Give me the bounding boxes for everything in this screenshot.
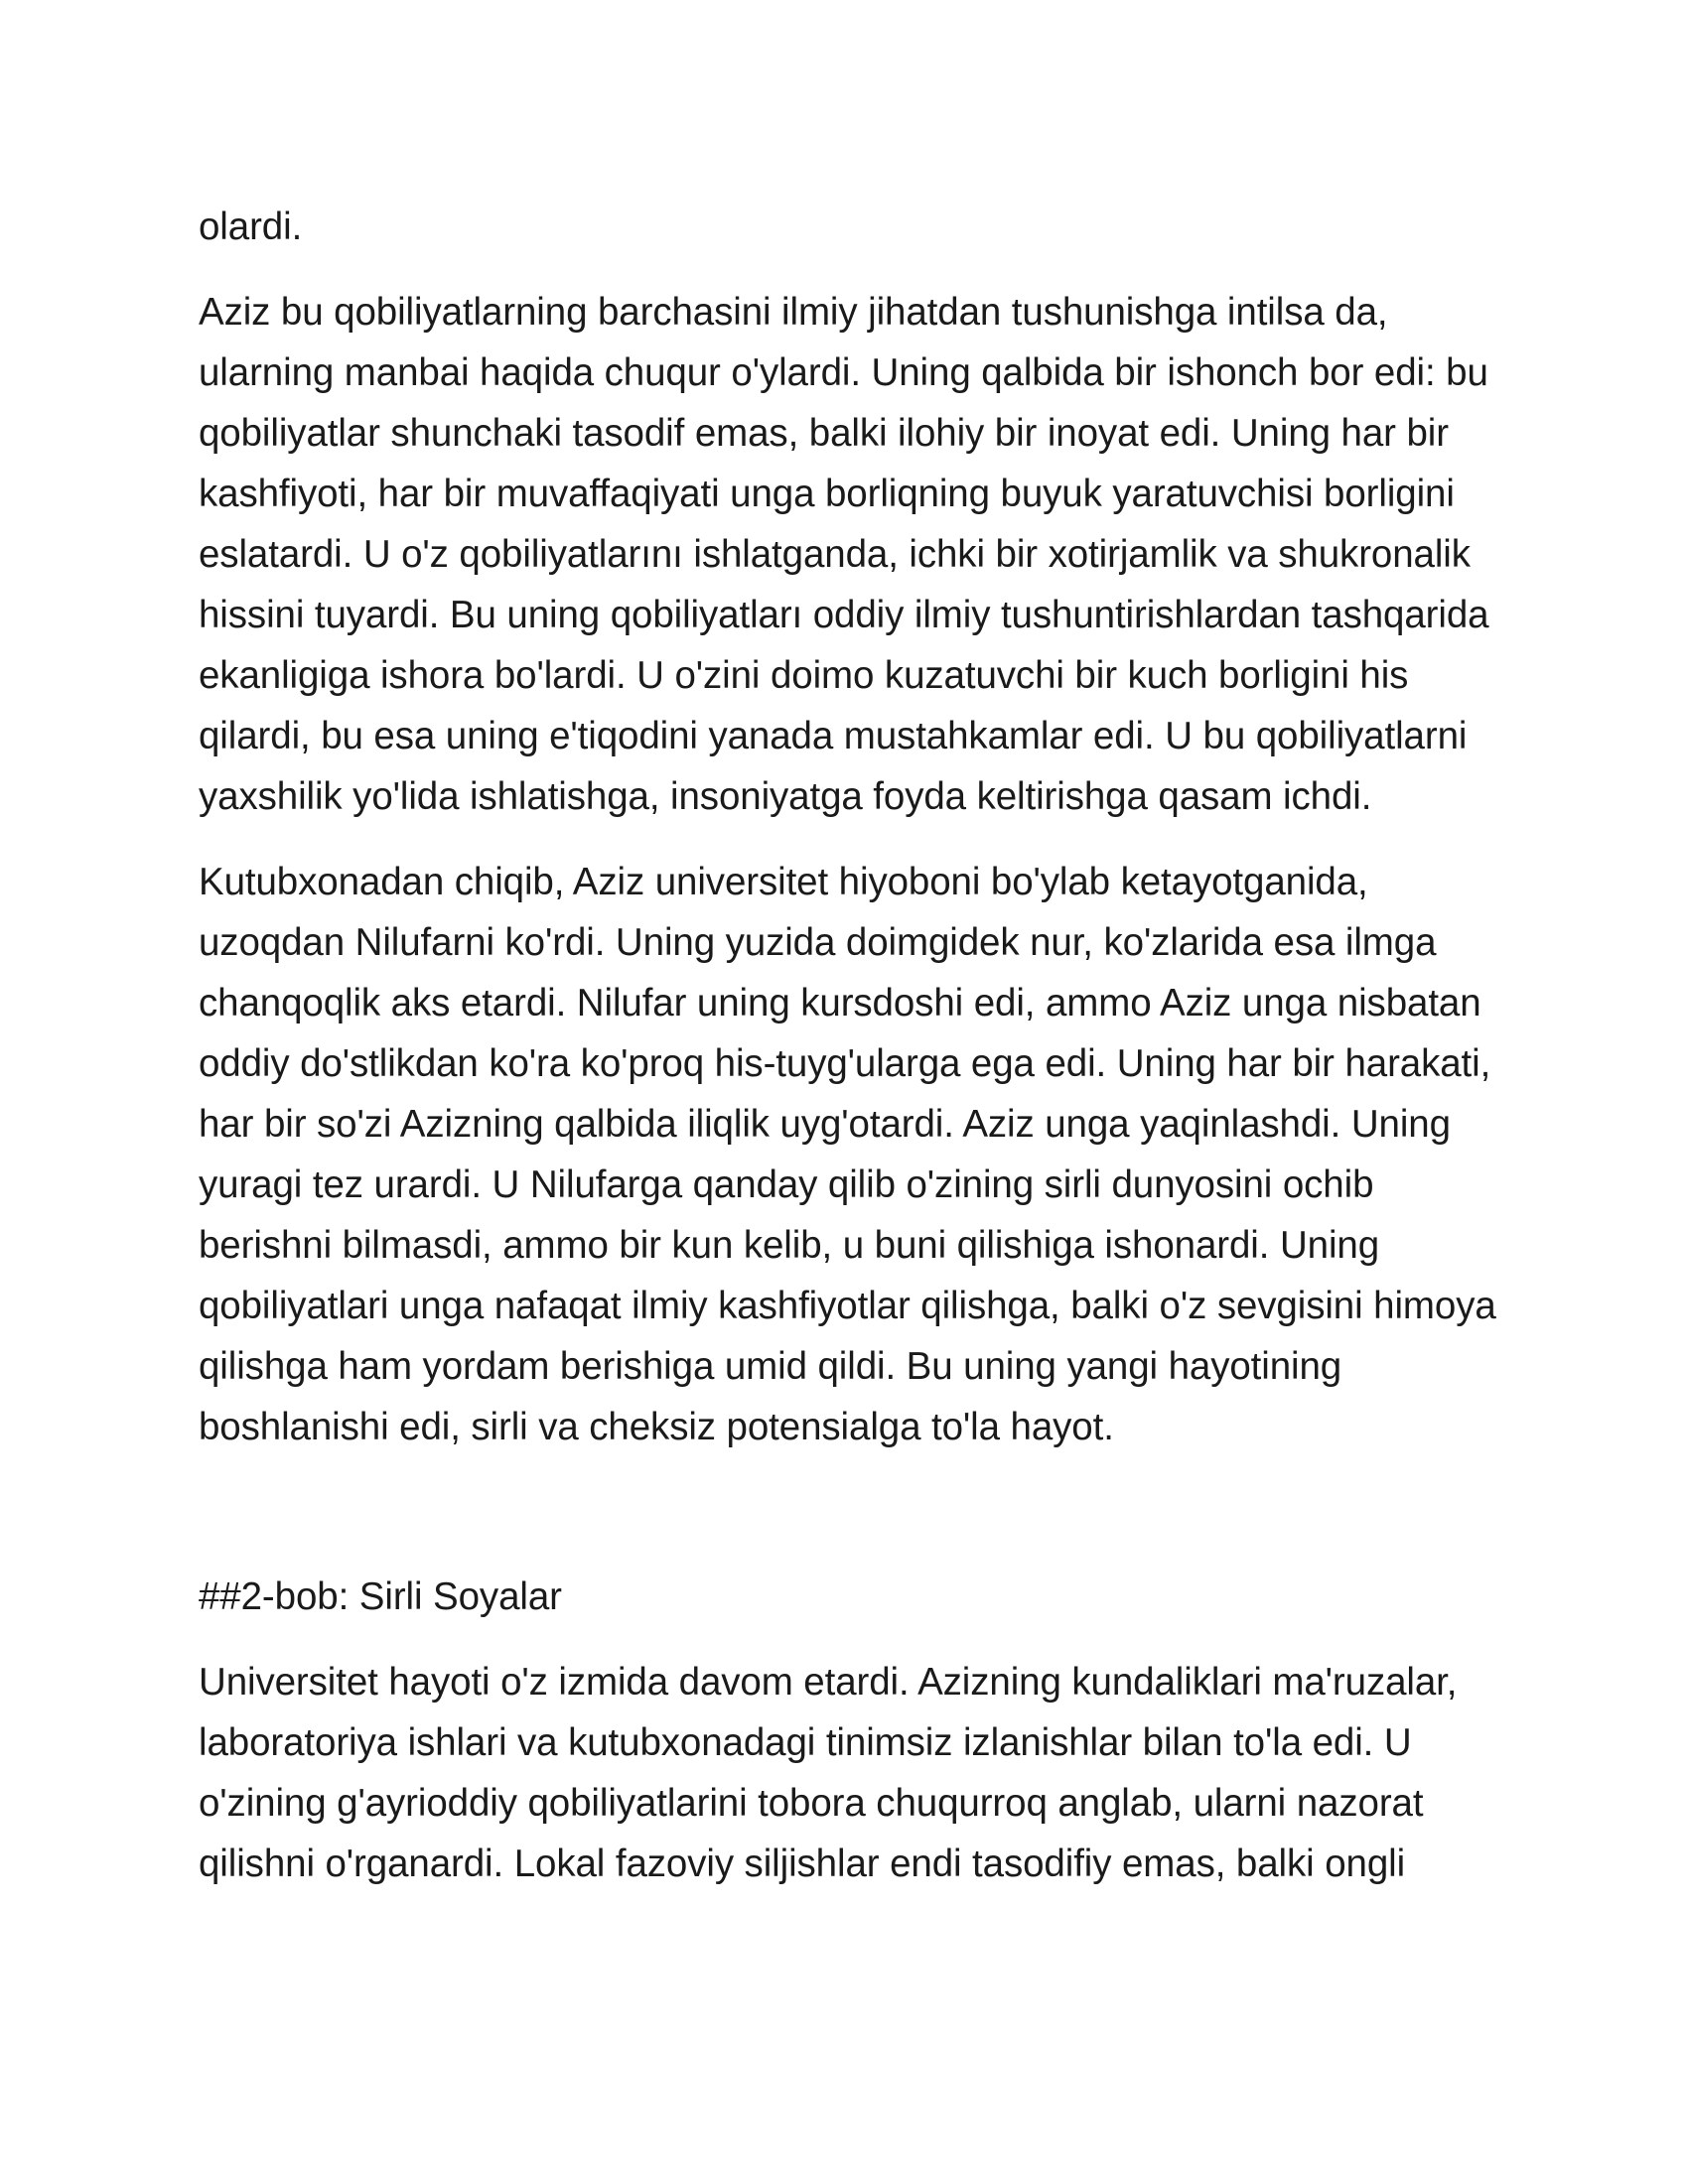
paragraph-university-life: Universitet hayoti o'z izmida davom etardi. Azizning kundaliklari ma'ruzalar, laboratoriya ishlari va kutubxonadagi tinimsiz izlanishlar bilan to'la edi. U o'zining g'ayrioddiy qobiliyatlarini tobora chuqurroq anglab, ularni nazorat qilishni o'rganardi. Lokal fazoviy siljishlar endi tasodifiy emas, balki ongli (199, 1661, 1458, 1885)
chapter-heading: ##2-bob: Sirli Soyalar (199, 1575, 562, 1618)
paragraph-fragment: olardi. (199, 205, 303, 248)
paragraph-aziz-abilities: Aziz bu qobiliyatlarning barchasini ilmiy jihatdan tushunishga intilsa da, ularning manbai haqida chuqur o'ylardi. Uning qalbida bir ishonch bor edi: bu qobiliyatlar shunchaki tasodif emas, balki ilohiy bir inoyat edi. Uning har bir kashfiyoti, har bir muvaffaqiyati unga borliqning buyuk yaratuvchisi borligini eslatardi. U o'z qobiliyatlarını ishlatganda, ichki bir xotirjamlik va shukronalik hissini tuyardi. Bu uning qobiliyatları oddiy ilmiy tushuntirishlardan tashqarida ekanligiga ishora bo'lardi. U o'zini doimo kuzatuvchi bir kuch borligini his qilardi, bu esa uning e'tiqodini yanada mustahkamlar edi. U bu qobiliyatlarni yaxshilik yo'lida ishlatishga, insoniyatga foyda keltirishga qasam ichdi. (199, 291, 1489, 818)
paragraph-nilufar: Kutubxonadan chiqib, Aziz universitet hiyoboni bo'ylab ketayotganida, uzoqdan Nilufarni ko'rdi. Uning yuzida doimgidek nur, ko'zlarida esa ilmga chanqoqlik aks etardi. Nilufar uning kursdoshi edi, ammo Aziz unga nisbatan oddiy do'stlikdan ko'ra ko'proq his-tuyg'ularga ega edi. Uning har bir harakati, har bir so'zi Azizning qalbida iliqlik uyg'otardi. Aziz unga yaqinlashdi. Uning yuragi tez urardi. U Nilufarga qanday qilib o'zining sirli dunyosini ochib berishni bilmasdi, ammo bir kun kelib, u buni qilishiga ishonardi. Uning qobiliyatlari unga nafaqat ilmiy kashfiyotlar qilishga, balki o'z sevgisini himoya qilishga ham yordam berishiga umid qildi. Bu uning yangi hayotining boshlanishi edi, sirli va cheksiz potensialga to'la hayot. (199, 861, 1496, 1448)
document-body (199, 197, 1509, 1919)
